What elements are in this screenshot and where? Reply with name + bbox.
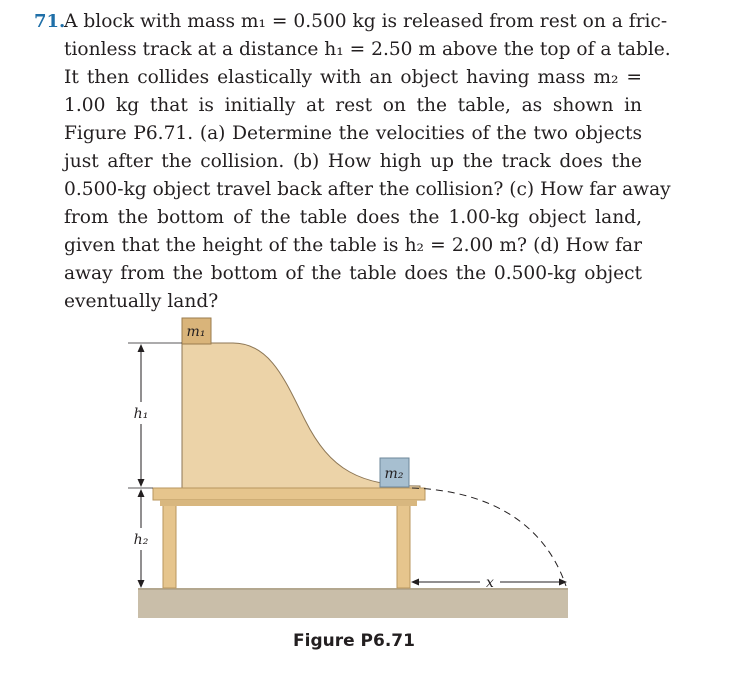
table-apron: [160, 500, 417, 506]
floor-edge: [138, 588, 568, 590]
label-x: x: [486, 575, 494, 591]
problem-line: A block with mass m₁ = 0.500 kg is released from rest on a fric-: [64, 11, 668, 32]
problem-line: It then collides elastically with an object having mass m₂ =: [64, 67, 642, 88]
floor: [138, 588, 568, 618]
problem-line: 0.500-kg object travel back after the collision? (c) How far away: [64, 179, 671, 200]
problem-line: given that the height of the table is h₂ = 2.00 m? (d) How far: [64, 235, 642, 256]
problem-line: eventually land?: [64, 291, 219, 312]
label-h2: h₂: [133, 532, 149, 548]
problem-line: from the bottom of the table does the 1.00-kg object land,: [64, 207, 642, 228]
label-h1: h₁: [133, 406, 149, 422]
problem-line: away from the bottom of the table does the 0.500-kg object: [64, 263, 642, 284]
h2-arrowhead-top: [138, 489, 145, 497]
x-arrowhead-left: [411, 579, 419, 586]
h2-arrowhead-bottom: [138, 580, 145, 588]
label-m2: m₂: [384, 466, 404, 482]
problem-line: Figure P6.71. (a) Determine the velocities of the two objects: [64, 123, 642, 144]
table-leg-left: [163, 500, 176, 588]
problem-line: 1.00 kg that is initially at rest on the table, as shown in: [64, 95, 642, 116]
h1-arrowhead-bottom: [138, 479, 145, 487]
problem-number: 71.: [34, 11, 66, 32]
table-leg-right: [397, 500, 410, 588]
table-top: [153, 488, 425, 500]
problem-line: tionless track at a distance h₁ = 2.50 m above the top of a table.: [64, 39, 671, 60]
trajectory-dashed: [412, 488, 566, 586]
figure-caption: Figure P6.71: [293, 631, 415, 651]
label-m1: m₁: [186, 324, 206, 340]
problem-line: just after the collision. (b) How high up the track does the: [64, 151, 642, 172]
h1-arrowhead-top: [138, 344, 145, 352]
